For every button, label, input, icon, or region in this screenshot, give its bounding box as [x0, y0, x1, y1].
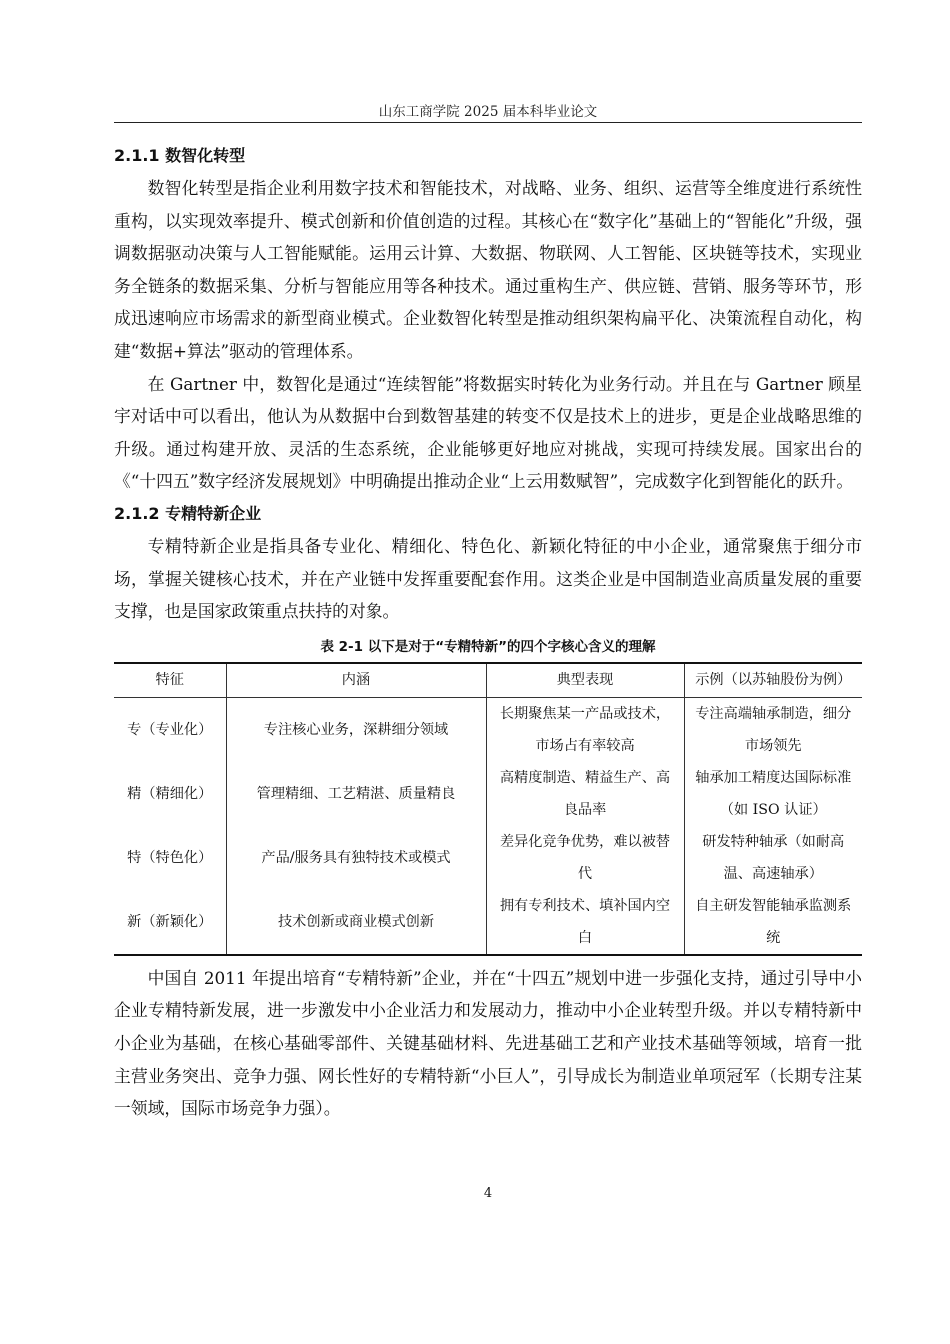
table-cell: 自主研发智能轴承监测系统	[684, 890, 862, 955]
table-row	[114, 890, 862, 955]
table-header-row	[114, 663, 862, 698]
page-body	[114, 140, 862, 1125]
table-row	[114, 697, 862, 762]
table-cell: 管理精细、工艺精湛、质量精良	[226, 762, 486, 826]
table-caption: 表 2-1 以下是对于“专精特新”的四个字核心含义的理解	[320, 638, 656, 655]
definition-table	[114, 662, 862, 956]
table-cell: 新（新颖化）	[114, 890, 226, 955]
table-row	[114, 762, 862, 826]
column-header: 内涵	[226, 663, 486, 698]
table-cell: 长期聚焦某一产品或技术，市场占有率较高	[486, 697, 684, 762]
table-cell: 特（特色化）	[114, 826, 226, 890]
table-cell: 拥有专利技术、填补国内空白	[486, 890, 684, 955]
table-cell: 精（精细化）	[114, 762, 226, 826]
table-cell: 差异化竞争优势，难以被替代	[486, 826, 684, 890]
column-header: 典型表现	[486, 663, 684, 698]
section-heading-2-1-1: 2.1.1 数智化转型	[114, 146, 246, 165]
table-row	[114, 826, 862, 890]
column-header: 示例（以苏轴股份为例）	[684, 663, 862, 698]
column-header: 特征	[114, 663, 226, 698]
table-cell: 轴承加工精度达国际标准（如 ISO 认证）	[684, 762, 862, 826]
paragraph: 数智化转型是指企业利用数字技术和智能技术，对战略、业务、组织、运营等全维度进行系统性重构，以实现效率提升、模式创新和价值创造的过程。其核心在“数字化”基础上的“智能化”升级，强调数据驱动决策与人工智能赋能。运用云计算、大数据、物联网、人工智能、区块链等技术，实现业务全链条的数据采集、分析与智能应用等各种技术。通过重构生产、供应链、营销、服务等环节，形成迅速响应市场需求的新型商业模式。企业数智化转型是推动组织架构扁平化、决策流程自动化，构建“数据+算法”驱动的管理体系。	[114, 178, 862, 361]
table-cell: 专（专业化）	[114, 697, 226, 762]
header-rule	[114, 122, 862, 123]
running-header: 山东工商学院 2025 届本科毕业论文	[378, 104, 598, 120]
table-cell: 产品/服务具有独特技术或模式	[226, 826, 486, 890]
page-number: 4	[483, 1186, 493, 1201]
table-cell: 专注核心业务，深耕细分领域	[226, 697, 486, 762]
table-cell: 专注高端轴承制造，细分市场领先	[684, 697, 862, 762]
paragraph: 在 Gartner 中，数智化是通过“连续智能”将数据实时转化为业务行动。并且在与 Gartner 顾星宇对话中可以看出，他认为从数据中台到数智基建的转变不仅是技术上的进步，更是企业战略思维的升级。通过构建开放、灵活的生态系统，企业能够更好地应对挑战，实现可持续发展。国家出台的《“十四五”数字经济发展规划》中明确提出推动企业“上云用数赋智”，完成数字化到智能化的跃升。	[114, 373, 862, 492]
table-cell: 高精度制造、精益生产、高良品率	[486, 762, 684, 826]
table-cell: 技术创新或商业模式创新	[226, 890, 486, 955]
paragraph: 中国自 2011 年提出培育“专精特新”企业，并在“十四五”规划中进一步强化支持，通过引导中小企业专精特新发展，进一步激发中小企业活力和发展动力，推动中小企业转型升级。并以专精特新中小企业为基础，在核心基础零部件、关键基础材料、先进基础工艺和产业技术基础等领域，培育一批主营业务突出、竞争力强、网长性好的专精特新“小巨人”，引导成长为制造业单项冠军（长期专注某一领域，国际市场竞争力强）。	[114, 967, 862, 1119]
table-cell: 研发特种轴承（如耐高温、高速轴承）	[684, 826, 862, 890]
section-heading-2-1-2: 2.1.2 专精特新企业	[114, 503, 262, 523]
paragraph: 专精特新企业是指具备专业化、精细化、特色化、新颖化特征的中小企业，通常聚焦于细分市场，掌握关键核心技术，并在产业链中发挥重要配套作用。这类企业是中国制造业高质量发展的重要支撑，也是国家政策重点扶持的对象。	[114, 535, 862, 622]
